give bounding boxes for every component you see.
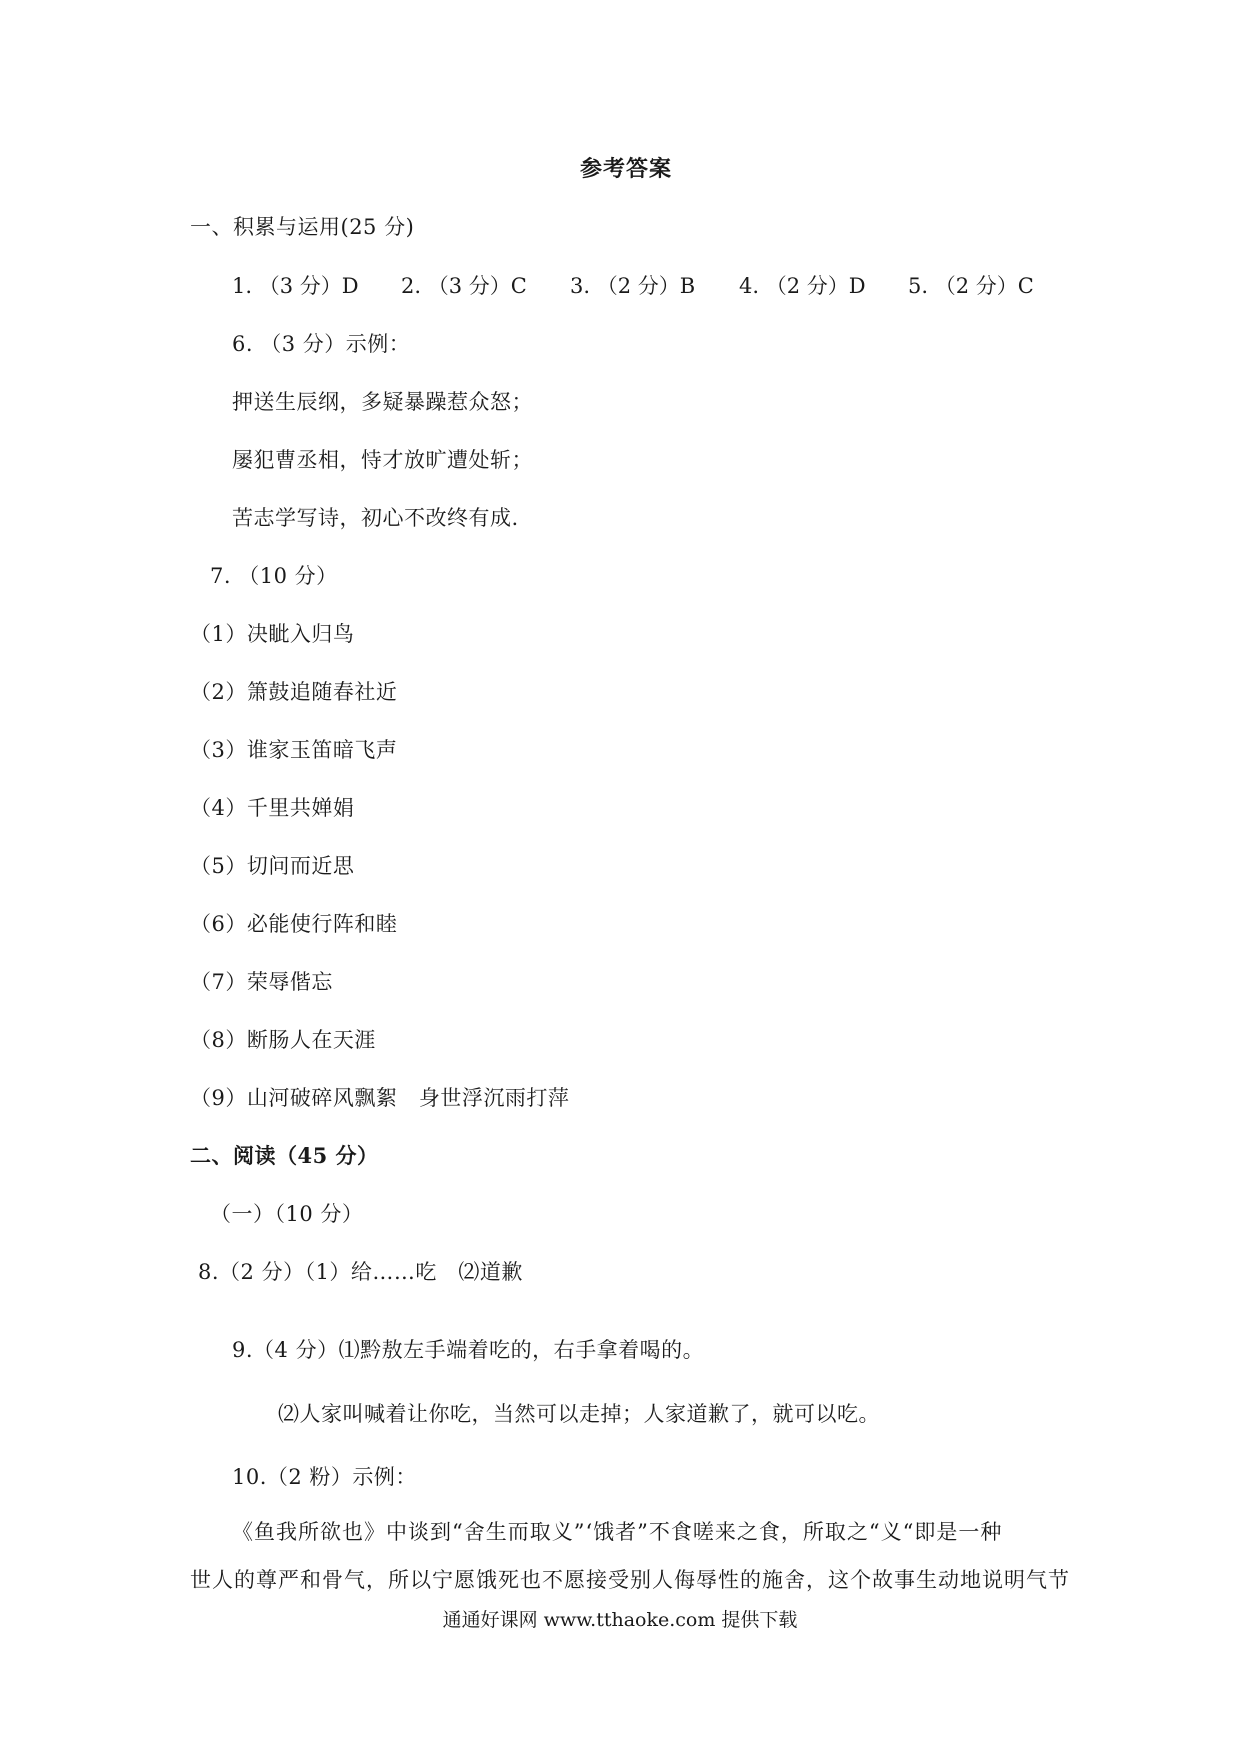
mcq-answer-3: 3. （2 分）B xyxy=(570,274,696,298)
q6-line-2: 屡犯曹丞相，恃才放旷遭处斩； xyxy=(232,448,533,472)
q10-paragraph-line-2: 世人的尊严和骨气，所以宁愿饿死也不愿接受别人侮辱性的施舍，这个故事生动地说明气节 xyxy=(190,1568,1070,1592)
mcq-answer-5: 5. （2 分）C xyxy=(908,274,1034,298)
footer-source: 通通好课网 www.tthaoke.com 提供下载 xyxy=(442,1609,798,1631)
q7-header: 7. （10 分） xyxy=(210,564,338,588)
q7-item-9: （9）山河破碎风飘絮 身世浮沉雨打萍 xyxy=(190,1086,570,1110)
section2-heading: 二、阅读（45 分） xyxy=(190,1143,379,1168)
page-title: 参考答案 xyxy=(580,156,673,182)
q7-item-7: （7）荣辱偕忘 xyxy=(190,970,333,994)
q7-item-4: （4）千里共婵娟 xyxy=(190,796,355,820)
q7-item-1: （1）决眦入归鸟 xyxy=(190,622,355,646)
q9-answer-1: 9.（4 分）⑴黔敖左手端着吃的，右手拿着喝的。 xyxy=(232,1338,705,1362)
q9-answer-2: ⑵人家叫喊着让你吃，当然可以走掉；人家道歉了，就可以吃。 xyxy=(278,1402,880,1426)
q7-item-3: （3）谁家玉笛暗飞声 xyxy=(190,738,398,762)
mcq-answer-2: 2. （3 分）C xyxy=(401,274,527,298)
q7-item-5: （5）切问而近思 xyxy=(190,854,355,878)
q6-line-3: 苦志学写诗，初心不改终有成. xyxy=(232,506,519,530)
q6-header: 6. （3 分）示例： xyxy=(232,332,411,356)
q6-line-1: 押送生辰纲，多疑暴躁惹众怒； xyxy=(232,390,533,414)
q8-answer: 8.（2 分）（1）给……吃 ⑵道歉 xyxy=(198,1260,523,1284)
q10-header: 10.（2 粉）示例： xyxy=(232,1465,417,1489)
q7-item-8: （8）断肠人在天涯 xyxy=(190,1028,376,1052)
q7-item-2: （2）箫鼓追随春社近 xyxy=(190,680,398,704)
section1-heading: 一、积累与运用(25 分) xyxy=(190,215,415,239)
q7-item-6: （6）必能使行阵和睦 xyxy=(190,912,398,936)
q10-paragraph-line-1: 《鱼我所欲也》中谈到“舍生而取义”‘饿者”不食嗟来之食，所取之“义“即是一种 xyxy=(232,1520,1003,1544)
mcq-answer-1: 1. （3 分）D xyxy=(232,274,359,298)
mcq-answer-4: 4. （2 分）D xyxy=(739,274,866,298)
reading-part-1-heading: （一）（10 分） xyxy=(210,1202,364,1226)
